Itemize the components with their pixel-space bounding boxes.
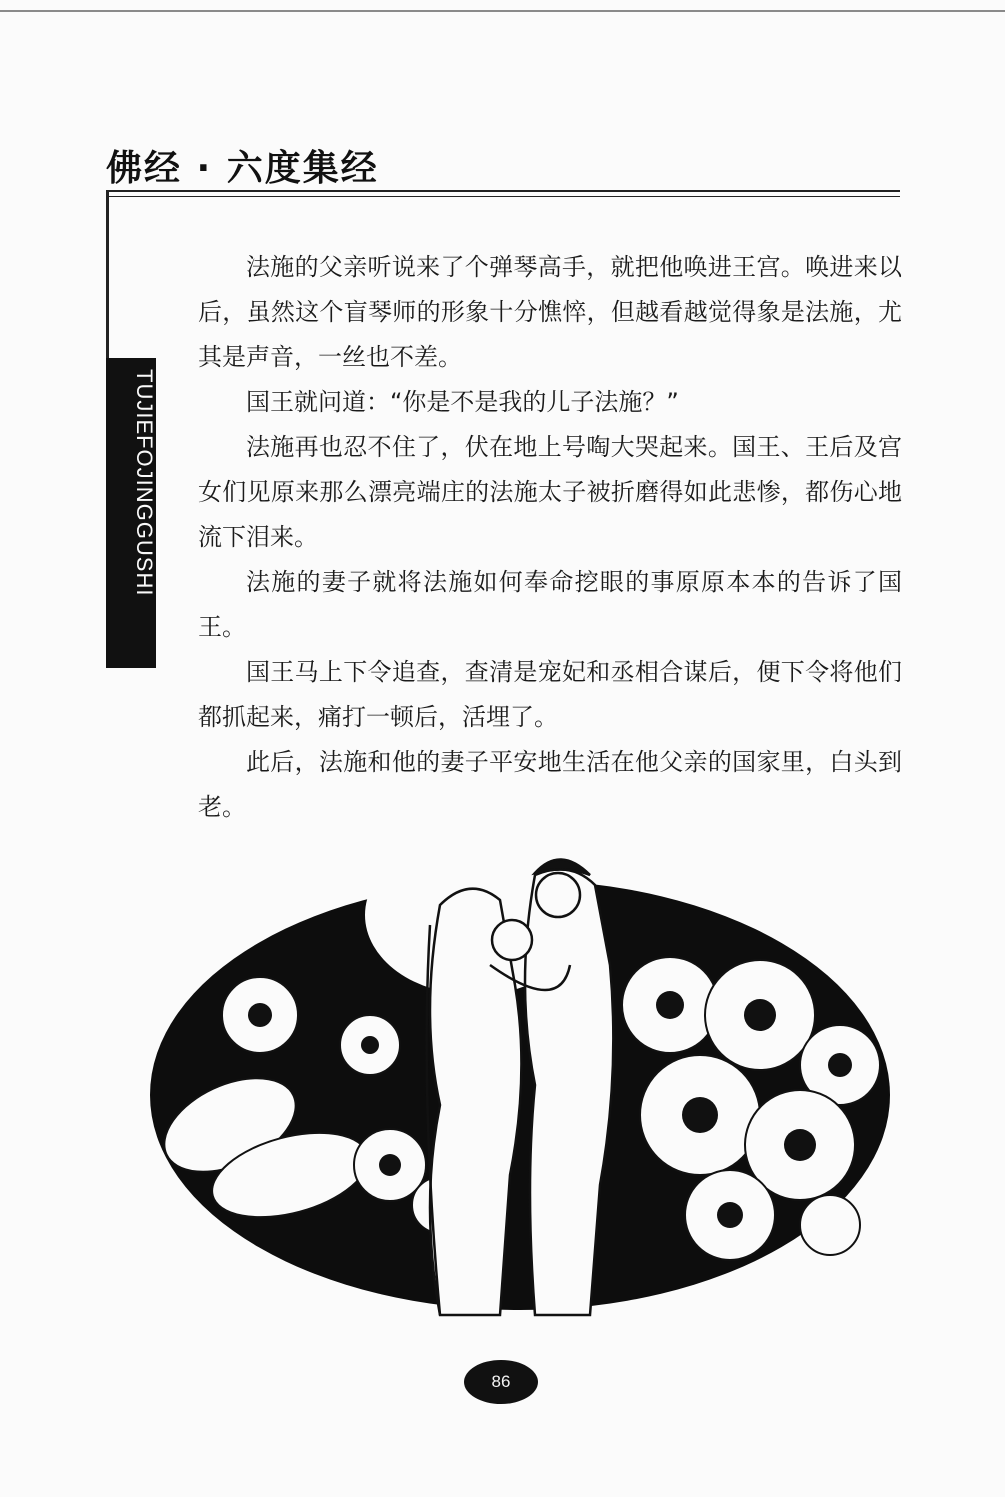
paragraph: 国王马上下令追查，查清是宠妃和丞相合谋后，便下令将他们都抓起来，痛打一顿后，活埋了。 — [198, 658, 902, 731]
couple-illustration — [140, 845, 900, 1325]
header-rule — [106, 190, 900, 192]
paragraph: 此后，法施和他的妻子平安地生活在他父亲的国家里，白头到老。 — [198, 748, 902, 821]
top-rule — [0, 10, 1005, 12]
page-number: 86 — [464, 1360, 538, 1404]
chapter-title: 佛经 · 六度集经 — [106, 148, 379, 189]
paragraph: 法施再也忍不住了，伏在地上号啕大哭起来。国王、王后及宫女们见原来那么漂亮端庄的法施太子被折磨得如此悲惨，都伤心地流下泪来。 — [198, 433, 902, 551]
paragraph: 法施的妻子就将法施如何奉命挖眼的事原原本本的告诉了国王。 — [198, 568, 902, 641]
paragraph: 国王就问道：“你是不是我的儿子法施？” — [246, 388, 679, 416]
story-text — [198, 245, 902, 830]
paragraph: 法施的父亲听说来了个弹琴高手，就把他唤进王宫。唤进来以后，虽然这个盲琴师的形象十分憔悴，但越看越觉得象是法施，尤其是声音，一丝也不差。 — [198, 253, 902, 371]
header-rule-thin — [106, 196, 900, 197]
side-tab-label: TUJIEFOJINGGUSHI — [132, 369, 157, 597]
side-rule — [106, 190, 109, 360]
